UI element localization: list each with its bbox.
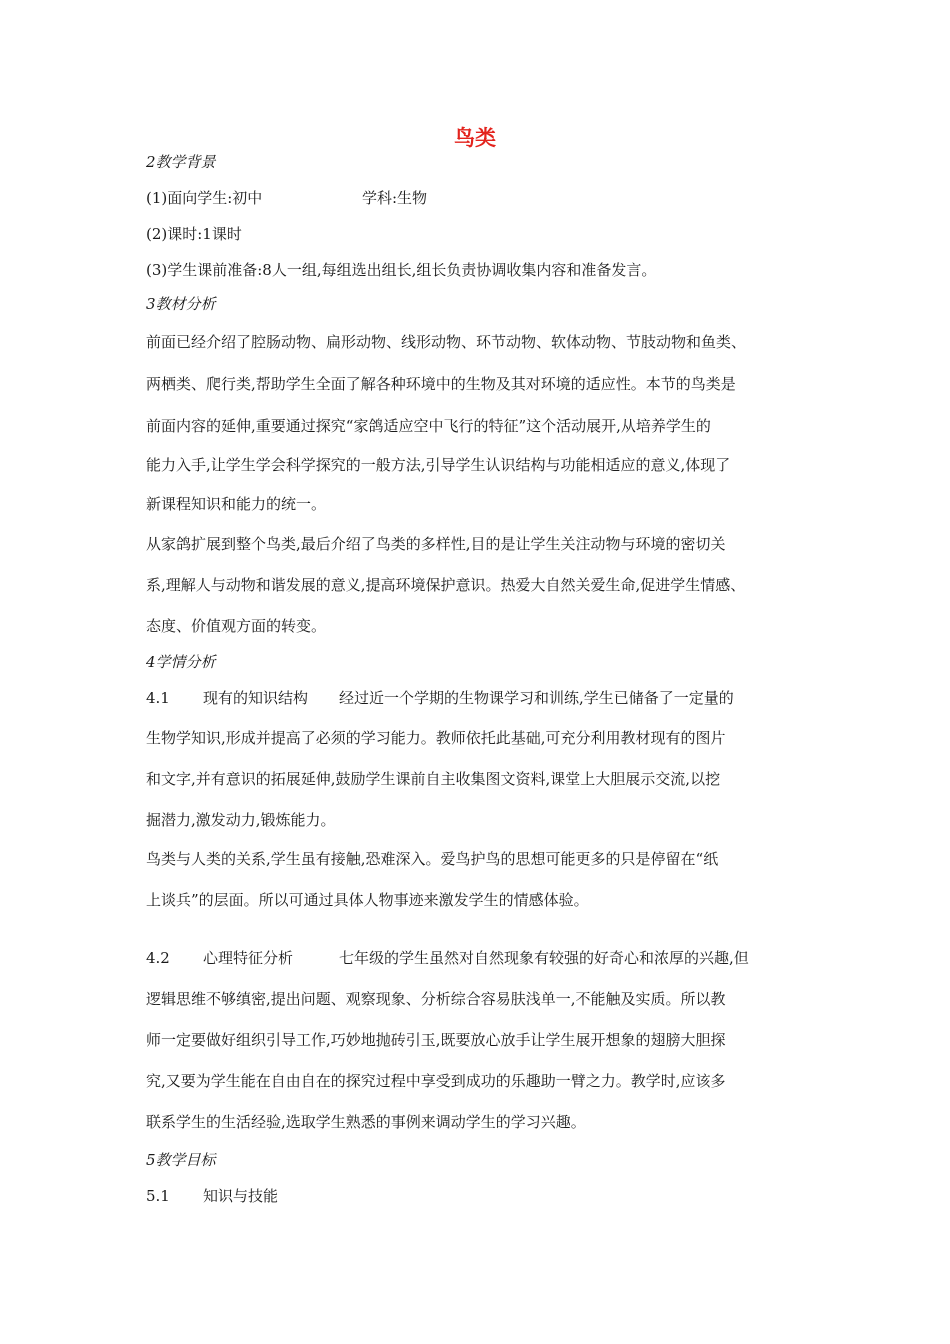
paragraph-line: 前面已经介绍了腔肠动物、扁形动物、线形动物、环节动物、软体动物、节肢动物和鱼类、 bbox=[146, 333, 747, 351]
paragraph-line: 究,又要为学生能在自由自在的探究过程中享受到成功的乐趣助一臂之力。教学时,应该多 bbox=[146, 1072, 726, 1090]
subsection-title: 现有的知识结构 bbox=[203, 689, 309, 707]
paragraph-line: 鸟类与人类的关系,学生虽有接触,恐难深入。爱鸟护鸟的思想可能更多的只是停留在“纸 bbox=[146, 850, 719, 868]
paragraph-line: 前面内容的延伸,重要通过探究“家鸽适应空中飞行的特征”这个活动展开,从培养学生的 bbox=[146, 417, 711, 435]
subject: 学科:生物 bbox=[362, 189, 428, 207]
paragraph-text: 经过近一个学期的生物课学习和训练,学生已储备了一定量的 bbox=[339, 689, 734, 707]
section-heading: 4学情分析 bbox=[146, 653, 216, 671]
paragraph-line: (2)课时:1课时 bbox=[146, 225, 242, 243]
paragraph-line bbox=[146, 688, 734, 708]
subsection-number: 4.2 bbox=[146, 949, 170, 967]
paragraph-text: 七年级的学生虽然对自然现象有较强的好奇心和浓厚的兴趣,但 bbox=[339, 949, 749, 967]
paragraph-line bbox=[146, 1186, 278, 1206]
paragraph-line: 联系学生的生活经验,选取学生熟悉的事例来调动学生的学习兴趣。 bbox=[146, 1113, 586, 1131]
subsection-title: 心理特征分析 bbox=[203, 949, 294, 967]
section-heading: 5教学目标 bbox=[146, 1151, 216, 1169]
paragraph-line: (3)学生课前准备:8人一组,每组选出组长,组长负责协调收集内容和准备发言。 bbox=[146, 261, 657, 279]
paragraph-line: 和文字,并有意识的拓展延伸,鼓励学生课前自主收集图文资料,课堂上大胆展示交流,以挖 bbox=[146, 770, 721, 788]
paragraph-line: 上谈兵”的层面。所以可通过具体人物事迹来激发学生的情感体验。 bbox=[146, 891, 589, 909]
subsection-title: 知识与技能 bbox=[203, 1187, 279, 1205]
paragraph-line: 能力入手,让学生学会科学探究的一般方法,引导学生认识结构与功能相适应的意义,体现了 bbox=[146, 456, 731, 474]
target-students: (1)面向学生:初中 bbox=[146, 189, 263, 207]
subsection-number: 5.1 bbox=[146, 1187, 170, 1205]
paragraph-line: 掘潜力,激发动力,锻炼能力。 bbox=[146, 811, 336, 829]
paragraph-line: 新课程知识和能力的统一。 bbox=[146, 495, 327, 513]
paragraph-line bbox=[146, 188, 427, 208]
paragraph-line bbox=[146, 948, 749, 968]
section-heading: 2教学背景 bbox=[146, 153, 216, 171]
paragraph-line: 态度、价值观方面的转变。 bbox=[146, 617, 327, 635]
paragraph-line: 生物学知识,形成并提高了必须的学习能力。教师依托此基础,可充分利用教材现有的图片 bbox=[146, 729, 726, 747]
paragraph-line: 师一定要做好组织引导工作,巧妙地抛砖引玉,既要放心放手让学生展开想象的翅膀大胆探 bbox=[146, 1031, 726, 1049]
page-title: 鸟类 bbox=[454, 126, 496, 150]
paragraph-line: 逻辑思维不够缜密,提出问题、观察现象、分析综合容易肤浅单一,不能触及实质。所以教 bbox=[146, 990, 726, 1008]
subsection-number: 4.1 bbox=[146, 689, 170, 707]
section-heading: 3教材分析 bbox=[146, 295, 216, 313]
paragraph-line: 从家鸽扩展到整个鸟类,最后介绍了鸟类的多样性,目的是让学生关注动物与环境的密切关 bbox=[146, 535, 726, 553]
paragraph-line: 两栖类、爬行类,帮助学生全面了解各种环境中的生物及其对环境的适应性。本节的鸟类是 bbox=[146, 375, 736, 393]
paragraph-line: 系,理解人与动物和谐发展的意义,提高环境保护意识。热爱大自然关爱生命,促进学生情感、 bbox=[146, 576, 746, 594]
